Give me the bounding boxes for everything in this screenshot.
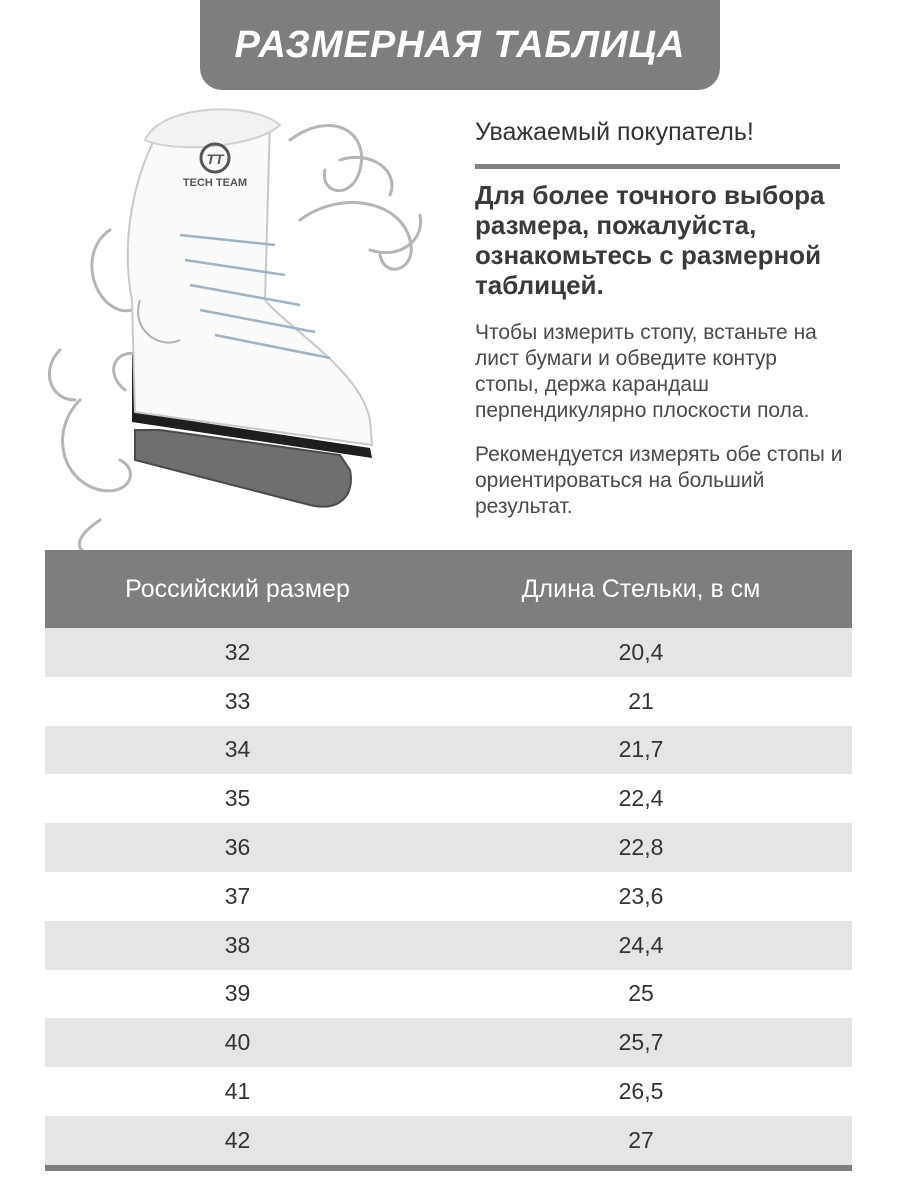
column-header-insole-length: Длина Стельки, в см bbox=[521, 574, 761, 603]
cell-insole-length: 26,5 bbox=[618, 1078, 664, 1105]
cell-russian-size: 36 bbox=[224, 834, 251, 861]
cell-insole-length: 25,7 bbox=[618, 1029, 664, 1056]
measure-instructions: Чтобы измерить стопу, встаньте на лист бумаги и обведите контур стопы, держа карандаш перпендикулярно плоскости пола. bbox=[475, 321, 817, 422]
recommendation-text: Рекомендуется измерять обе стопы и ориентироваться на больший результат. bbox=[475, 443, 843, 518]
table-row bbox=[45, 628, 852, 677]
cell-insole-length: 27 bbox=[628, 1126, 654, 1153]
intro-main-text: Для более точного выбора размера, пожалуйста, ознакомьтесь с размерной таблицей. bbox=[475, 180, 825, 300]
cell-russian-size: 38 bbox=[224, 931, 251, 958]
cell-insole-length: 25 bbox=[628, 980, 654, 1007]
svg-text:TT: TT bbox=[206, 151, 224, 167]
cell-russian-size: 35 bbox=[224, 785, 251, 812]
divider bbox=[475, 164, 840, 169]
cell-russian-size: 33 bbox=[224, 687, 251, 714]
title-banner bbox=[200, 0, 720, 90]
greeting: Уважаемый покупатель! bbox=[475, 118, 754, 146]
page-title: РАЗМЕРНАЯ ТАБЛИЦА bbox=[234, 23, 686, 66]
table-row bbox=[45, 1018, 852, 1067]
skate-boot bbox=[128, 113, 372, 445]
cell-russian-size: 39 bbox=[224, 980, 251, 1007]
table-body bbox=[45, 628, 852, 1165]
cell-russian-size: 41 bbox=[224, 1078, 251, 1105]
table-row bbox=[45, 970, 852, 1019]
table-header bbox=[45, 550, 852, 628]
table-row bbox=[45, 872, 852, 921]
cell-russian-size: 37 bbox=[224, 882, 251, 909]
cell-russian-size: 34 bbox=[224, 736, 251, 763]
table-bottom-rule bbox=[45, 1165, 852, 1171]
skate-illustration bbox=[40, 100, 460, 560]
cell-insole-length: 20,4 bbox=[618, 638, 664, 665]
cell-insole-length: 21 bbox=[628, 687, 654, 714]
cell-insole-length: 24,4 bbox=[618, 931, 664, 958]
cell-russian-size: 40 bbox=[224, 1029, 251, 1056]
cell-russian-size: 42 bbox=[224, 1126, 251, 1153]
table-row bbox=[45, 774, 852, 823]
skate-image bbox=[40, 100, 460, 560]
table-row bbox=[45, 677, 852, 726]
table-row bbox=[45, 921, 852, 970]
column-header-russian-size: Российский размер bbox=[125, 574, 350, 603]
cell-insole-length: 21,7 bbox=[618, 736, 664, 763]
table-row bbox=[45, 1067, 852, 1116]
brand-logo-text: TECH TEAM bbox=[182, 177, 248, 189]
cell-insole-length: 22,8 bbox=[618, 834, 664, 861]
cell-russian-size: 32 bbox=[224, 638, 251, 665]
table-row bbox=[45, 823, 852, 872]
size-table bbox=[45, 550, 852, 1171]
table-row bbox=[45, 726, 852, 775]
cell-insole-length: 23,6 bbox=[618, 882, 664, 909]
cell-insole-length: 22,4 bbox=[618, 785, 664, 812]
table-row bbox=[45, 1116, 852, 1165]
